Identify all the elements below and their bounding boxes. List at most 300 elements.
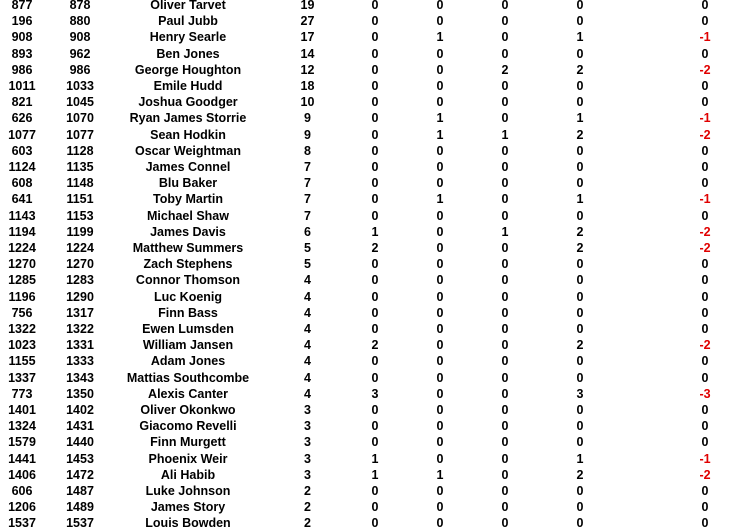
column-a-cell: 0 (371, 516, 379, 531)
difference-cell: -2 (699, 127, 711, 142)
player-name-cell: Joshua Goodger (138, 95, 238, 110)
difference-cell: 0 (701, 273, 709, 288)
previous-rank-cell: 1285 (8, 273, 36, 288)
column-b-cell: 0 (436, 46, 444, 61)
column-d-cell: 0 (576, 14, 584, 29)
table-row (0, 159, 732, 175)
column-d-cell: 0 (576, 46, 584, 61)
previous-rank-cell: 1077 (8, 127, 36, 142)
column-c-cell: 0 (501, 419, 509, 434)
column-d-cell: 0 (576, 322, 584, 336)
previous-rank-cell: 1322 (8, 322, 36, 336)
column-c-cell: 0 (501, 451, 509, 466)
current-rank-cell: 1033 (66, 79, 94, 93)
table-row (0, 402, 732, 418)
column-b-cell: 1 (436, 467, 444, 482)
current-rank-cell: 1148 (66, 176, 94, 191)
difference-cell: 0 (701, 14, 709, 29)
column-b-cell: 0 (436, 79, 444, 93)
column-d-cell: 0 (576, 273, 584, 288)
previous-rank-cell: 756 (11, 305, 33, 320)
column-d-cell: 1 (576, 30, 584, 45)
column-a-cell: 0 (371, 62, 379, 77)
table-row (0, 289, 732, 305)
points-cell: 14 (300, 46, 315, 61)
player-name-cell: Henry Searle (149, 30, 227, 45)
column-b-cell: 0 (436, 500, 444, 515)
column-d-cell: 2 (576, 224, 584, 239)
player-name-cell: Connor Thomson (135, 273, 241, 288)
column-b-cell: 0 (436, 14, 444, 29)
column-d-cell: 0 (576, 79, 584, 93)
player-name-cell: Toby Martin (153, 192, 223, 207)
table-row (0, 143, 732, 159)
difference-cell: 0 (701, 143, 709, 158)
player-name-cell: George Houghton (134, 62, 242, 77)
column-b-cell: 0 (436, 257, 444, 272)
difference-cell: -3 (699, 386, 711, 401)
points-cell: 7 (304, 176, 311, 191)
difference-cell: -2 (699, 241, 711, 255)
previous-rank-cell: 608 (11, 176, 33, 191)
column-a-cell: 0 (371, 403, 379, 417)
difference-cell: 0 (701, 370, 709, 385)
table-row (0, 272, 732, 288)
column-b-cell: 0 (436, 143, 444, 158)
column-d-cell: 3 (576, 386, 584, 401)
points-cell: 27 (300, 14, 315, 29)
column-b-cell: 0 (436, 451, 444, 466)
column-a-cell: 0 (371, 30, 379, 45)
current-rank-cell: 1290 (66, 289, 94, 304)
player-name-cell: William Jansen (142, 338, 234, 353)
previous-rank-cell: 626 (11, 111, 33, 126)
points-cell: 4 (304, 273, 311, 288)
player-name-cell: Matthew Summers (132, 241, 244, 255)
previous-rank-cell: 986 (11, 62, 33, 77)
column-c-cell: 0 (501, 208, 509, 223)
column-c-cell: 0 (501, 322, 509, 336)
difference-cell: 0 (701, 289, 709, 304)
player-name-cell: Emile Hudd (153, 79, 223, 93)
column-a-cell: 0 (371, 289, 379, 304)
difference-cell: -2 (699, 338, 711, 353)
points-cell: 7 (304, 192, 311, 207)
column-c-cell: 0 (501, 338, 509, 353)
column-b-cell: 0 (436, 95, 444, 110)
column-b-cell: 0 (436, 176, 444, 191)
column-b-cell: 0 (436, 370, 444, 385)
column-a-cell: 0 (371, 208, 379, 223)
column-a-cell: 2 (371, 338, 379, 353)
points-cell: 9 (304, 127, 311, 142)
column-a-cell: 0 (371, 273, 379, 288)
current-rank-cell: 962 (69, 46, 91, 61)
points-cell: 3 (304, 419, 311, 434)
points-cell: 3 (304, 467, 311, 482)
table-row (0, 386, 732, 402)
column-d-cell: 0 (576, 403, 584, 417)
column-d-cell: 0 (576, 516, 584, 531)
column-a-cell: 0 (371, 46, 379, 61)
previous-rank-cell: 1124 (8, 160, 36, 174)
column-b-cell: 0 (436, 484, 444, 498)
table-row (0, 13, 732, 29)
previous-rank-cell: 893 (11, 46, 33, 61)
column-c-cell: 0 (501, 95, 509, 110)
table-row (0, 62, 732, 78)
current-rank-cell: 1135 (66, 160, 94, 174)
column-a-cell: 3 (371, 386, 379, 401)
column-b-cell: 0 (436, 419, 444, 434)
column-a-cell: 0 (371, 160, 379, 174)
previous-rank-cell: 1270 (8, 257, 36, 272)
column-d-cell: 2 (576, 241, 584, 255)
difference-cell: 0 (701, 354, 709, 369)
points-cell: 5 (304, 241, 311, 255)
column-c-cell: 0 (501, 354, 509, 369)
column-a-cell: 0 (371, 143, 379, 158)
table-row (0, 515, 732, 531)
column-c-cell: 2 (501, 62, 509, 77)
player-name-cell: James Davis (150, 224, 226, 239)
column-a-cell: 2 (371, 241, 379, 255)
points-cell: 4 (304, 322, 311, 336)
current-rank-cell: 1453 (66, 451, 94, 466)
current-rank-cell: 1077 (66, 127, 94, 142)
difference-cell: -1 (699, 111, 711, 126)
column-a-cell: 1 (371, 467, 379, 482)
column-d-cell: 2 (576, 338, 584, 353)
column-c-cell: 0 (501, 0, 509, 12)
column-b-cell: 0 (436, 62, 444, 77)
table-row (0, 46, 732, 62)
player-name-cell: Ben Jones (156, 46, 220, 61)
player-name-cell: Phoenix Weir (148, 451, 228, 466)
difference-cell: 0 (701, 484, 709, 498)
points-cell: 4 (304, 370, 311, 385)
difference-cell: 0 (701, 500, 709, 515)
column-b-cell: 1 (436, 192, 444, 207)
column-d-cell: 0 (576, 484, 584, 498)
column-c-cell: 0 (501, 111, 509, 126)
player-name-cell: Oscar Weightman (134, 143, 242, 158)
current-rank-cell: 1350 (66, 386, 94, 401)
points-cell: 3 (304, 435, 311, 450)
difference-cell: 0 (701, 176, 709, 191)
current-rank-cell: 1431 (66, 419, 94, 434)
difference-cell: -2 (699, 467, 711, 482)
difference-cell: 0 (701, 305, 709, 320)
player-name-cell: Michael Shaw (147, 208, 229, 223)
column-d-cell: 1 (576, 111, 584, 126)
column-a-cell: 0 (371, 79, 379, 93)
points-cell: 12 (300, 62, 315, 77)
points-cell: 4 (304, 354, 311, 369)
column-a-cell: 0 (371, 14, 379, 29)
column-b-cell: 0 (436, 403, 444, 417)
previous-rank-cell: 1143 (8, 208, 36, 223)
points-cell: 3 (304, 403, 311, 417)
column-b-cell: 0 (436, 305, 444, 320)
table-row (0, 240, 732, 256)
current-rank-cell: 908 (69, 30, 91, 45)
current-rank-cell: 1283 (66, 273, 94, 288)
player-name-cell: Zach Stephens (143, 257, 233, 272)
points-cell: 18 (300, 79, 315, 93)
current-rank-cell: 1472 (66, 467, 94, 482)
previous-rank-cell: 1579 (8, 435, 36, 450)
player-name-cell: Oliver Tarvet (150, 0, 226, 12)
column-b-cell: 0 (436, 516, 444, 531)
table-row (0, 78, 732, 94)
current-rank-cell: 1331 (66, 338, 94, 353)
column-d-cell: 0 (576, 500, 584, 515)
previous-rank-cell: 1155 (8, 354, 36, 369)
current-rank-cell: 1333 (66, 354, 94, 369)
column-a-cell: 0 (371, 322, 379, 336)
table-row (0, 175, 732, 191)
table-row (0, 110, 732, 126)
column-b-cell: 0 (436, 338, 444, 353)
previous-rank-cell: 821 (11, 95, 33, 110)
current-rank-cell: 880 (69, 14, 91, 29)
column-d-cell: 0 (576, 143, 584, 158)
difference-cell: 0 (701, 435, 709, 450)
column-a-cell: 0 (371, 192, 379, 207)
column-c-cell: 0 (501, 160, 509, 174)
column-c-cell: 0 (501, 257, 509, 272)
previous-rank-cell: 1537 (8, 516, 36, 531)
column-c-cell: 1 (501, 127, 509, 142)
previous-rank-cell: 1441 (8, 451, 36, 466)
player-name-cell: Paul Jubb (158, 14, 218, 29)
current-rank-cell: 1487 (66, 484, 94, 498)
player-name-cell: Luc Koenig (153, 289, 223, 304)
column-a-cell: 0 (371, 484, 379, 498)
points-cell: 5 (304, 257, 311, 272)
player-name-cell: Giacomo Revelli (139, 419, 237, 434)
column-b-cell: 0 (436, 354, 444, 369)
column-b-cell: 0 (436, 241, 444, 255)
difference-cell: 0 (701, 79, 709, 93)
column-b-cell: 0 (436, 322, 444, 336)
column-c-cell: 0 (501, 370, 509, 385)
player-name-cell: James Story (150, 500, 226, 515)
difference-cell: 0 (701, 0, 709, 12)
column-c-cell: 0 (501, 30, 509, 45)
column-a-cell: 0 (371, 257, 379, 272)
difference-cell: -1 (699, 451, 711, 466)
table-row (0, 467, 732, 483)
previous-rank-cell: 1406 (8, 467, 36, 482)
column-d-cell: 0 (576, 370, 584, 385)
difference-cell: 0 (701, 160, 709, 174)
current-rank-cell: 1151 (66, 192, 94, 207)
difference-cell: 0 (701, 46, 709, 61)
difference-cell: 0 (701, 208, 709, 223)
column-c-cell: 0 (501, 241, 509, 255)
previous-rank-cell: 1023 (8, 338, 36, 353)
column-d-cell: 1 (576, 192, 584, 207)
column-a-cell: 0 (371, 95, 379, 110)
column-c-cell: 1 (501, 224, 509, 239)
column-d-cell: 0 (576, 289, 584, 304)
player-name-cell: Oliver Okonkwo (140, 403, 236, 417)
table-row (0, 499, 732, 515)
current-rank-cell: 1537 (66, 516, 94, 531)
player-name-cell: Louis Bowden (145, 516, 231, 531)
points-cell: 3 (304, 451, 311, 466)
column-b-cell: 0 (436, 160, 444, 174)
column-a-cell: 0 (371, 176, 379, 191)
column-a-cell: 0 (371, 354, 379, 369)
player-name-cell: Finn Murgett (150, 435, 226, 450)
player-name-cell: Sean Hodkin (150, 127, 226, 142)
column-d-cell: 0 (576, 419, 584, 434)
difference-cell: 0 (701, 257, 709, 272)
previous-rank-cell: 1337 (8, 370, 36, 385)
player-name-cell: Blu Baker (158, 176, 218, 191)
column-c-cell: 0 (501, 289, 509, 304)
column-d-cell: 0 (576, 305, 584, 320)
player-name-cell: Finn Bass (158, 305, 218, 320)
table-row (0, 370, 732, 386)
points-cell: 10 (300, 95, 315, 110)
table-row (0, 434, 732, 450)
column-a-cell: 0 (371, 500, 379, 515)
column-c-cell: 0 (501, 176, 509, 191)
current-rank-cell: 1199 (66, 224, 94, 239)
player-name-cell: Luke Johnson (145, 484, 231, 498)
table-row (0, 321, 732, 337)
table-row (0, 0, 732, 13)
player-name-cell: Adam Jones (150, 354, 226, 369)
current-rank-cell: 1322 (66, 322, 94, 336)
current-rank-cell: 1224 (66, 241, 94, 255)
column-c-cell: 0 (501, 516, 509, 531)
column-a-cell: 0 (371, 111, 379, 126)
points-cell: 17 (300, 30, 315, 45)
current-rank-cell: 1440 (66, 435, 94, 450)
table-row (0, 256, 732, 272)
column-a-cell: 0 (371, 127, 379, 142)
column-b-cell: 0 (436, 208, 444, 223)
column-c-cell: 0 (501, 484, 509, 498)
column-d-cell: 0 (576, 435, 584, 450)
table-row (0, 29, 732, 45)
table-row (0, 224, 732, 240)
column-c-cell: 0 (501, 143, 509, 158)
previous-rank-cell: 1224 (8, 241, 36, 255)
previous-rank-cell: 877 (11, 0, 33, 12)
column-a-cell: 0 (371, 419, 379, 434)
previous-rank-cell: 1194 (8, 224, 36, 239)
player-name-cell: Ewen Lumsden (142, 322, 234, 336)
points-cell: 2 (304, 516, 311, 531)
previous-rank-cell: 773 (11, 386, 33, 401)
column-d-cell: 2 (576, 62, 584, 77)
previous-rank-cell: 1401 (8, 403, 36, 417)
difference-cell: 0 (701, 419, 709, 434)
column-b-cell: 0 (436, 0, 444, 12)
previous-rank-cell: 1206 (8, 500, 36, 515)
column-c-cell: 0 (501, 435, 509, 450)
column-d-cell: 0 (576, 95, 584, 110)
player-name-cell: Alexis Canter (148, 386, 228, 401)
previous-rank-cell: 1196 (8, 289, 36, 304)
column-b-cell: 0 (436, 224, 444, 239)
previous-rank-cell: 641 (11, 192, 33, 207)
column-b-cell: 0 (436, 386, 444, 401)
difference-cell: -2 (699, 62, 711, 77)
current-rank-cell: 1402 (66, 403, 94, 417)
points-cell: 9 (304, 111, 311, 126)
column-a-cell: 0 (371, 435, 379, 450)
points-cell: 2 (304, 484, 311, 498)
column-b-cell: 1 (436, 111, 444, 126)
column-d-cell: 1 (576, 451, 584, 466)
table-row (0, 191, 732, 207)
column-d-cell: 0 (576, 176, 584, 191)
previous-rank-cell: 603 (11, 143, 33, 158)
column-c-cell: 0 (501, 467, 509, 482)
column-d-cell: 0 (576, 0, 584, 12)
difference-cell: -1 (699, 30, 711, 45)
difference-cell: 0 (701, 95, 709, 110)
table-row (0, 483, 732, 499)
table-row (0, 337, 732, 353)
column-d-cell: 0 (576, 208, 584, 223)
points-cell: 8 (304, 143, 311, 158)
column-c-cell: 0 (501, 273, 509, 288)
column-d-cell: 0 (576, 160, 584, 174)
column-d-cell: 0 (576, 354, 584, 369)
current-rank-cell: 1489 (66, 500, 94, 515)
column-c-cell: 0 (501, 305, 509, 320)
column-d-cell: 2 (576, 467, 584, 482)
column-a-cell: 0 (371, 305, 379, 320)
column-a-cell: 0 (371, 0, 379, 12)
table-row (0, 418, 732, 434)
table-row (0, 127, 732, 143)
column-c-cell: 0 (501, 46, 509, 61)
current-rank-cell: 1153 (66, 208, 94, 223)
points-cell: 7 (304, 160, 311, 174)
points-cell: 19 (300, 0, 315, 12)
current-rank-cell: 1317 (66, 305, 94, 320)
column-a-cell: 0 (371, 370, 379, 385)
current-rank-cell: 1070 (66, 111, 94, 126)
points-cell: 2 (304, 500, 311, 515)
column-a-cell: 1 (371, 224, 379, 239)
column-c-cell: 0 (501, 14, 509, 29)
column-c-cell: 0 (501, 403, 509, 417)
player-name-cell: James Connel (145, 160, 231, 174)
table-row (0, 208, 732, 224)
previous-rank-cell: 1011 (8, 79, 36, 93)
column-c-cell: 0 (501, 79, 509, 93)
current-rank-cell: 1343 (66, 370, 94, 385)
current-rank-cell: 986 (69, 62, 91, 77)
points-cell: 6 (304, 224, 311, 239)
column-b-cell: 0 (436, 273, 444, 288)
table-row (0, 94, 732, 110)
current-rank-cell: 878 (69, 0, 91, 12)
column-c-cell: 0 (501, 500, 509, 515)
difference-cell: 0 (701, 516, 709, 531)
column-a-cell: 1 (371, 451, 379, 466)
